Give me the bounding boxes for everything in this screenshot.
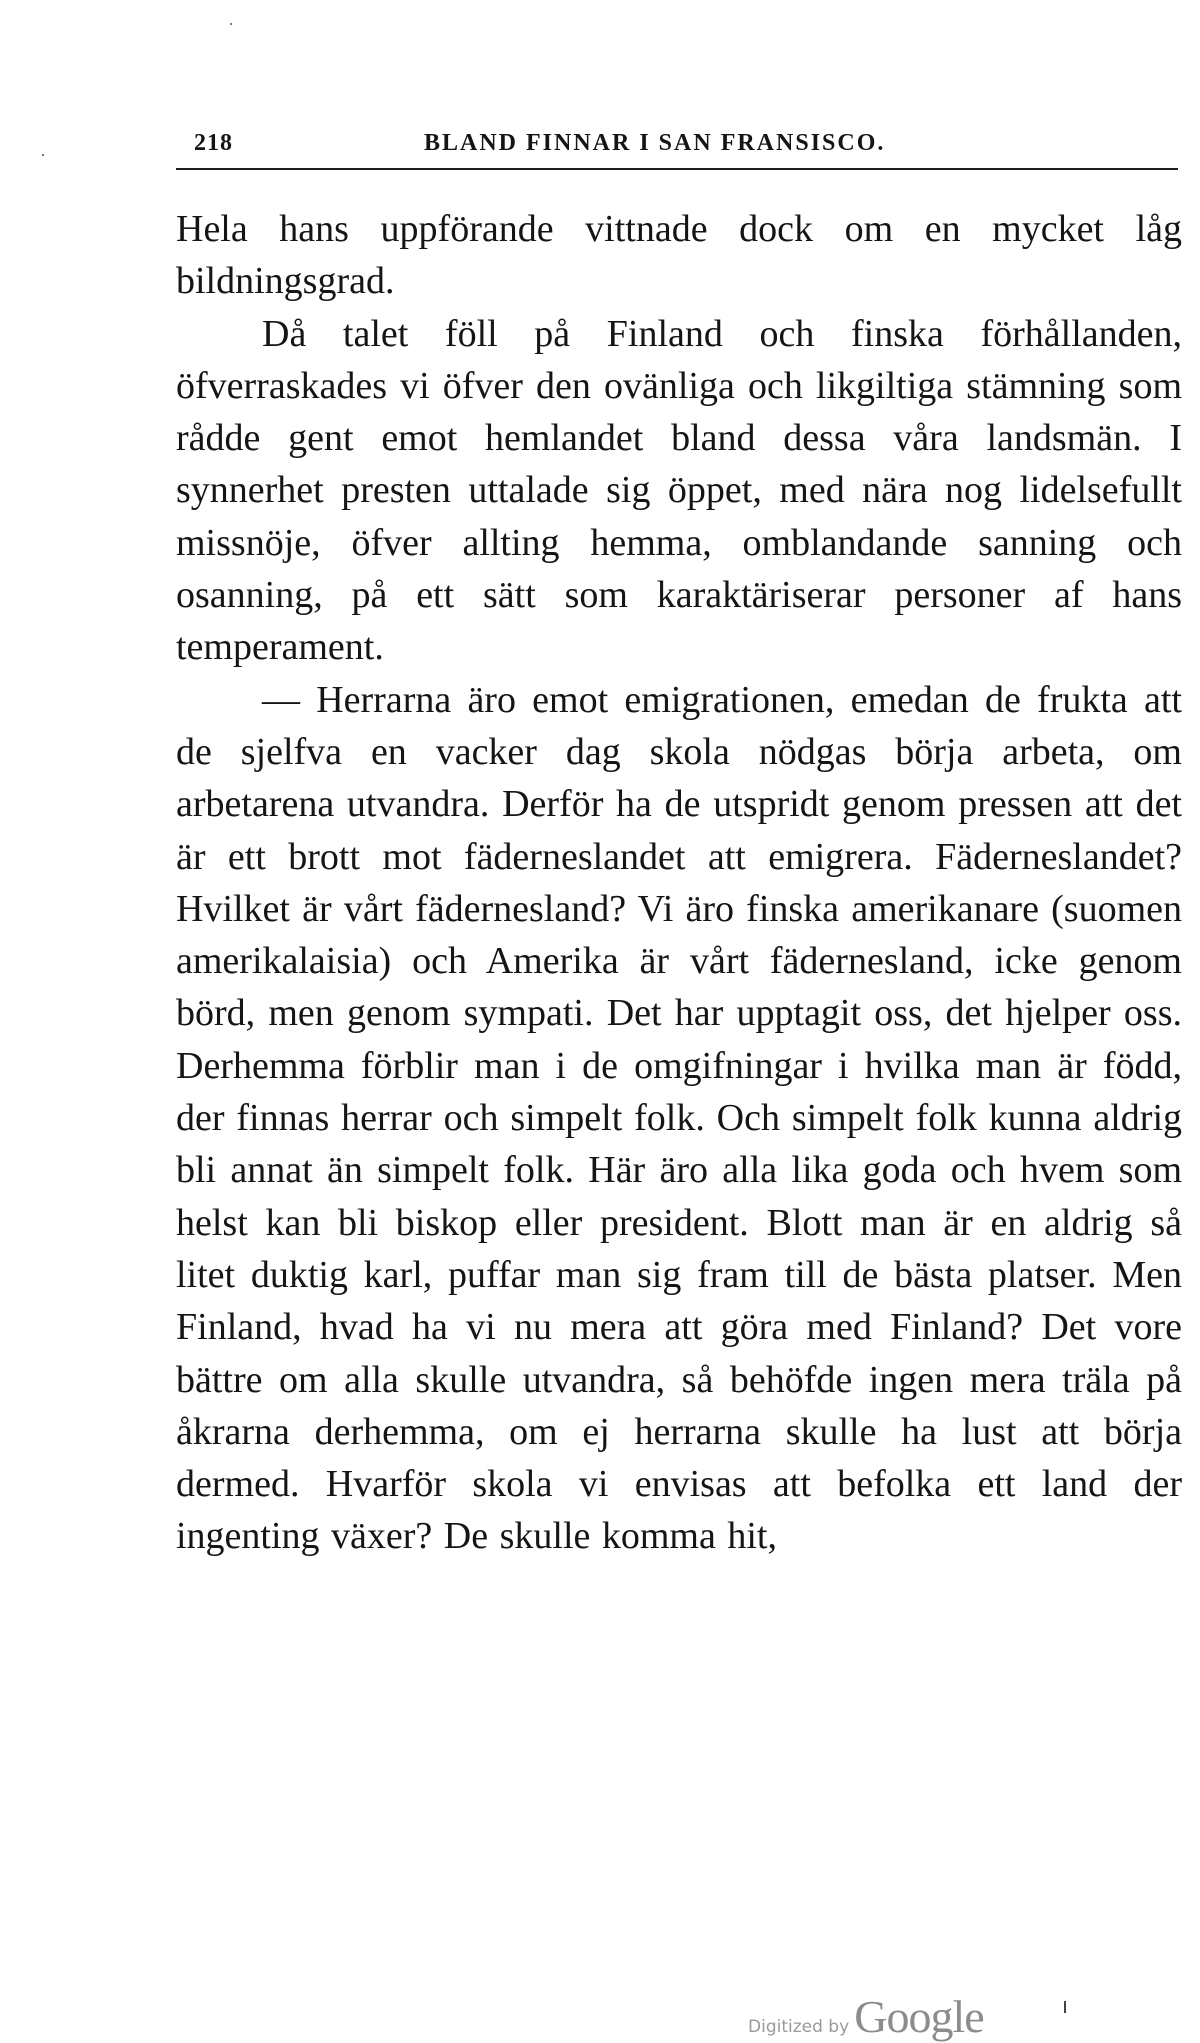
- scan-speck: [230, 23, 232, 25]
- scan-mark: [1064, 2001, 1066, 2013]
- paragraph-2: Då talet föll på Finland och finska förhållanden, öfverraskades vi öfver den ovänliga och likgiltiga stämning som rådde gent emot hemlandet bland dessa våra landsmän. I synnerhet presten uttalade sig öppet, med nära nog lidelsefullt missnöje, öfver allting hemma, omblandande sanning och osanning, på ett sätt som karaktäriserar personer af hans temperament.: [176, 312, 1182, 669]
- watermark-brand: Google: [854, 1991, 984, 2042]
- running-title: BLAND FINNAR I SAN FRANSISCO.: [424, 130, 886, 156]
- paragraph-1: Hela hans uppförande vittnade dock om en mycket låg bildningsgrad.: [176, 208, 1182, 303]
- watermark-prefix: Digitized by: [748, 2017, 850, 2037]
- header-rule: [176, 168, 1178, 170]
- paragraph-3: — Herrarna äro emot emigrationen, emedan de frukta att de sjelfva en vacker dag skola nödgas börja arbeta, om arbetarena utvandra. Derför ha de utspridt genom pressen att det är ett brott mot fäderneslandet att emigrera. Fäderneslandet? Hvilket är vårt fädernesland? Vi äro finska amerikanare (suomen amerikalaisia) och Amerika är vårt fädernesland, icke genom börd, men genom sympati. Det har upptagit oss, det hjelper oss. Derhemma förblir man i de omgifningar i hvilka man är född, der finnas herrar och simpelt folk. Och simpelt folk kunna aldrig bli annat än simpelt folk. Här äro alla lika goda och hvem som helst kan bli biskop eller president. Blott man är en aldrig så litet duktig karl, puffar man sig fram till de bästa platser. Men Finland, hvad ha vi nu mera att göra med Finland? Det vore bättre om alla skulle utvandra, så behöfde ingen mera träla på åkrarna derhemma, om ej herrarna skulle ha lust att börja dermed. Hvarför skola vi envisas att befolka ett land der ingenting växer? De skulle komma hit,: [176, 678, 1182, 1558]
- scan-speck: [42, 154, 44, 156]
- page-number: 218: [194, 130, 233, 156]
- running-head: [176, 128, 1178, 168]
- digitized-by-google-watermark: [748, 1990, 984, 2040]
- body-text: [176, 203, 1182, 1563]
